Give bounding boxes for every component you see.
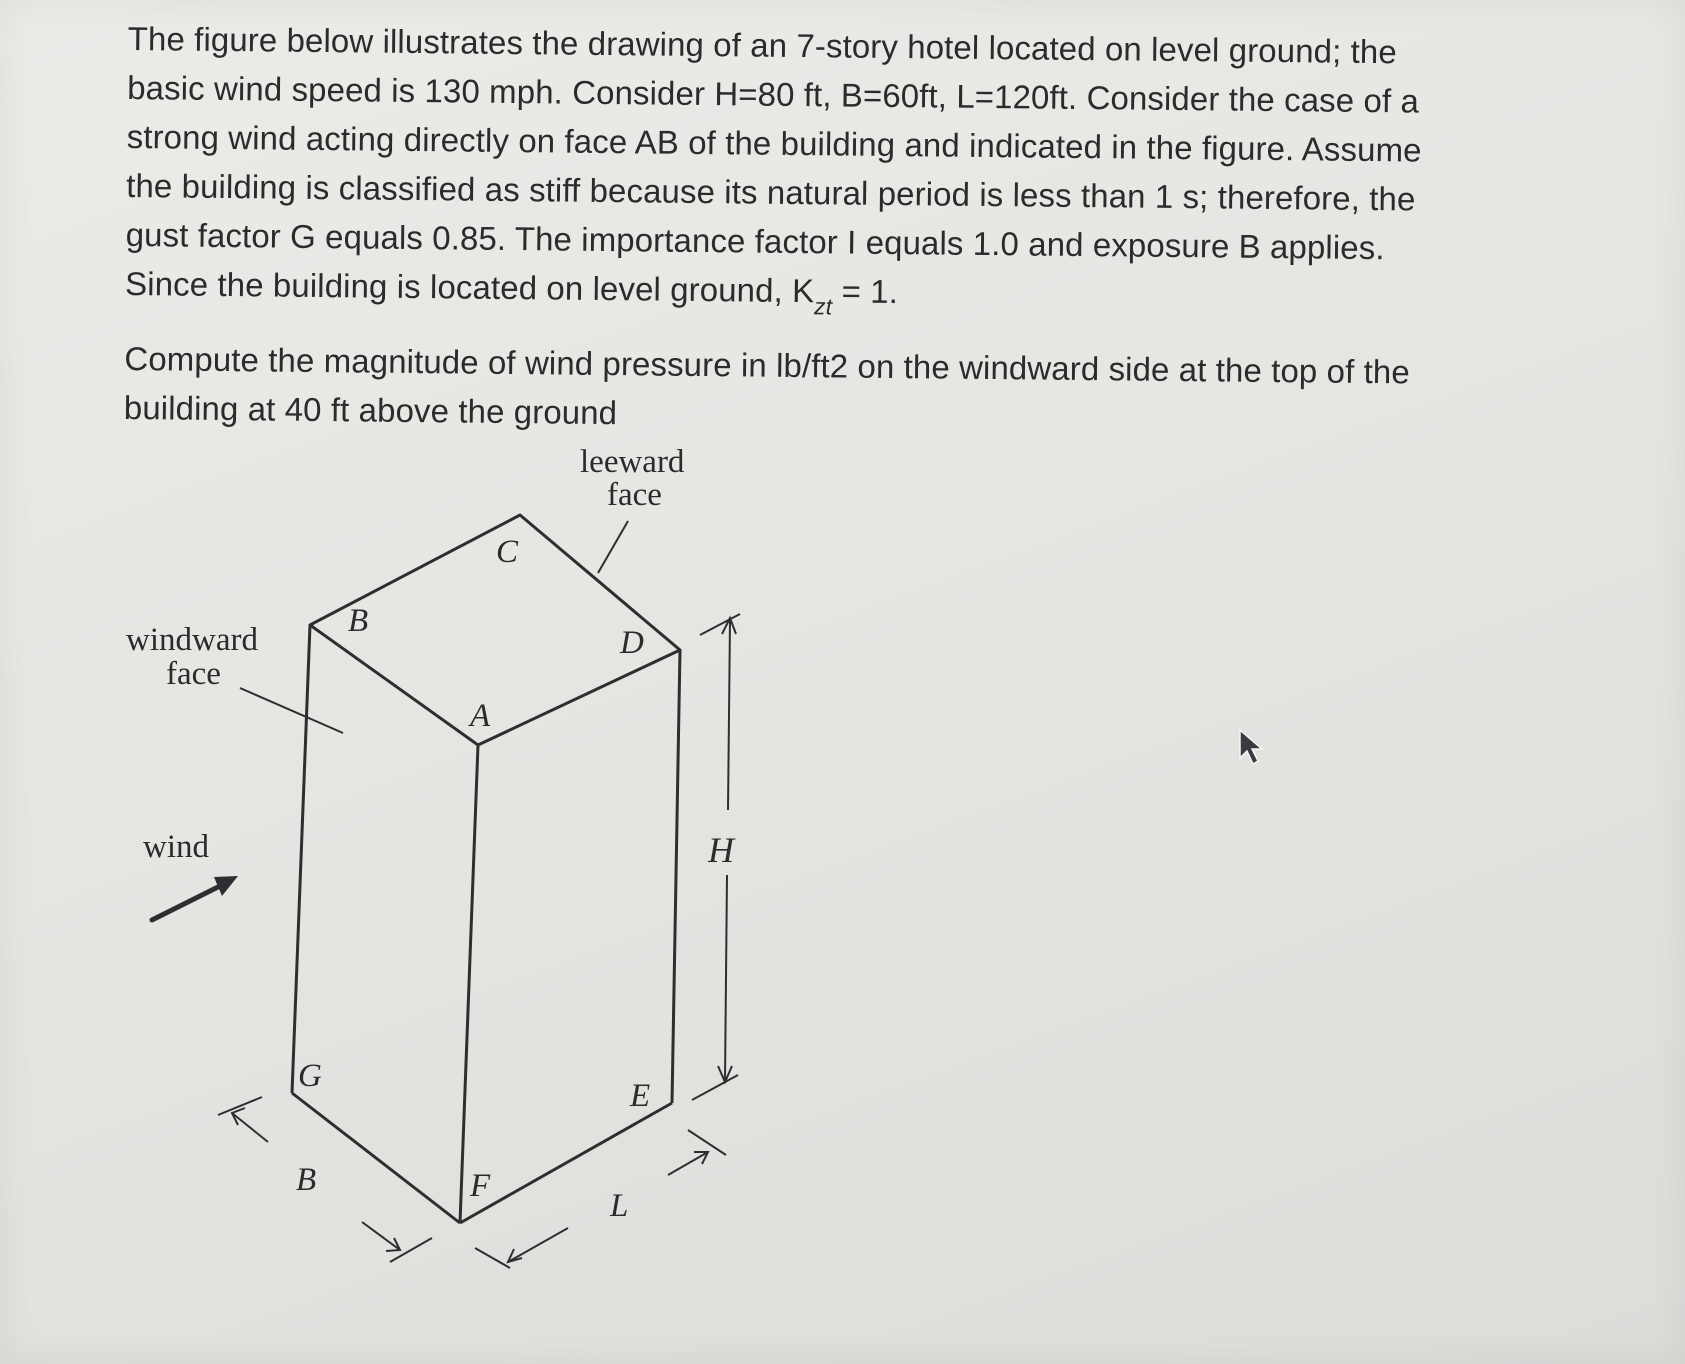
l-dim-line-left — [508, 1228, 568, 1262]
wind-arrow-icon — [152, 876, 238, 920]
corner-e-label: E — [630, 1078, 651, 1114]
corner-labels — [296, 534, 736, 1224]
b-dim-line-right — [362, 1222, 400, 1250]
question-line: Compute the magnitude of wind pressure in lb/ft2 on the windward side at the top of the — [124, 339, 1410, 391]
leeward-label: face — [607, 477, 662, 513]
length-dimension — [475, 1130, 726, 1268]
question-line: building at 40 ft above the ground — [123, 388, 618, 432]
mouse-cursor-icon — [1238, 728, 1268, 768]
corner-a-label: A — [470, 698, 491, 734]
corner-d-label: D — [620, 625, 644, 661]
intro-line: the building is classified as stiff because its natural period is less than 1 s; therefore, the — [126, 166, 1416, 218]
intro-line: basic wind speed is 130 mph. Consider H=80 ft, B=60ft, L=120ft. Consider the case of a — [127, 68, 1420, 120]
edge-af — [460, 745, 478, 1223]
h-ext-bottom — [692, 1075, 738, 1100]
corner-f-label: F — [470, 1168, 491, 1204]
edge-gf — [292, 1093, 460, 1223]
h-ext-top — [700, 614, 740, 635]
h-line-lower — [725, 875, 727, 1080]
b-ext-left — [218, 1097, 262, 1115]
kzt-line-suffix: = 1. — [832, 272, 899, 311]
leeward-leader — [598, 521, 628, 573]
windward-label: face — [166, 656, 221, 692]
intro-line: strong wind acting directly on face AB of the building and indicated in the figure. Assume — [126, 117, 1422, 169]
corner-c-label: C — [496, 534, 519, 570]
figure-labels — [126, 444, 685, 865]
windward-leader — [240, 688, 343, 733]
dimension-h-label: H — [708, 830, 734, 870]
wind-label: wind — [143, 829, 209, 865]
kzt-subscript: zt — [813, 293, 833, 320]
intro-line: gust factor G equals 0.85. The importance factor I equals 1.0 and exposure B applies. — [125, 215, 1385, 267]
b-dim-line-left — [232, 1113, 268, 1142]
edge-fe — [460, 1103, 672, 1223]
kzt-line-prefix: Since the building is located on level ground, K — [124, 264, 815, 310]
dimension-l-label: L — [610, 1188, 629, 1224]
l-ext-left — [475, 1248, 510, 1268]
leeward-label: leeward — [580, 444, 685, 480]
width-dimension — [218, 1097, 432, 1262]
h-line-upper — [728, 620, 730, 810]
edge-de — [672, 650, 680, 1103]
dimension-b-label: B — [296, 1162, 317, 1198]
intro-line: The figure below illustrates the drawing of an 7-story hotel located on level ground; the — [127, 19, 1398, 71]
edge-bg — [292, 625, 310, 1093]
corner-g-label: G — [298, 1058, 322, 1094]
corner-b-label: B — [348, 603, 369, 639]
windward-label: windward — [126, 622, 258, 658]
